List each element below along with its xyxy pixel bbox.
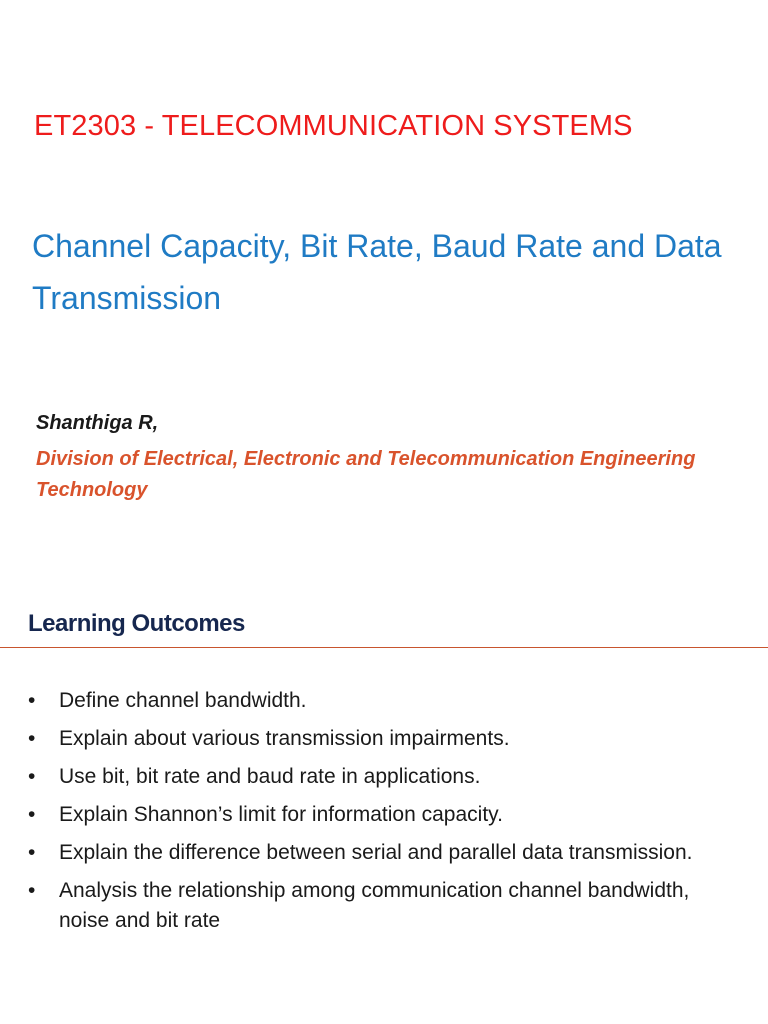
learning-outcomes-list [28,686,728,944]
list-item-text: Explain the difference between serial and parallel data transmission. [59,841,693,864]
list-item [28,762,728,792]
author-name: Shanthiga R, [36,412,159,434]
learning-outcomes-heading: Learning Outcomes [28,610,245,637]
list-item [28,686,728,716]
list-item [28,724,728,754]
list-item-text: Define channel bandwidth. [59,689,307,712]
author-affiliation: Division of Electrical, Electronic and Telecommunication Engineering Technology [36,448,696,501]
list-item [28,876,728,936]
bullet-icon: • [28,689,36,712]
bullet-icon: • [28,841,36,864]
list-item-text: Explain about various transmission impairments. [59,727,510,750]
list-item-text: Use bit, bit rate and baud rate in applications. [59,765,481,788]
bullet-icon: • [28,879,36,902]
course-title: ET2303 - TELECOMMUNICATION SYSTEMS [34,110,633,142]
list-item [28,838,728,868]
list-item-text: Analysis the relationship among communication channel bandwidth, noise and bit rate [59,879,690,932]
list-item [28,800,728,830]
bullet-icon: • [28,765,36,788]
section-divider [0,647,768,648]
bullet-icon: • [28,803,36,826]
lecture-title: Channel Capacity, Bit Rate, Baud Rate and Data Transmission [32,228,722,316]
bullet-icon: • [28,727,36,750]
list-item-text: Explain Shannon’s limit for information capacity. [59,803,503,826]
